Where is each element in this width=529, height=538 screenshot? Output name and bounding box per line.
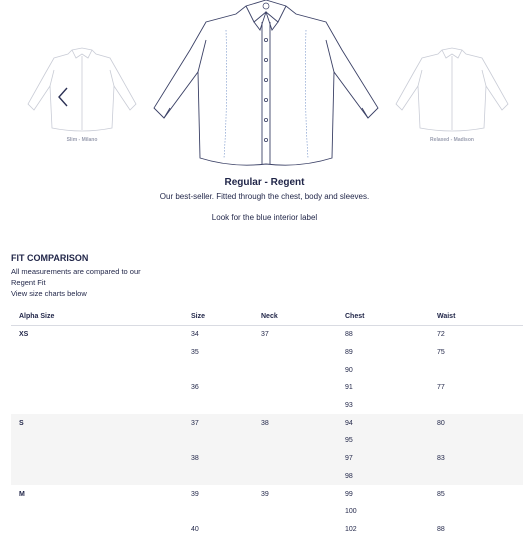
neck-cell xyxy=(253,397,337,415)
neck-cell xyxy=(253,432,337,450)
table-row xyxy=(11,379,523,397)
header-alpha-size: Alpha Size xyxy=(11,308,183,326)
table-row xyxy=(11,450,523,468)
chest-cell: 100 xyxy=(337,503,429,521)
chest-cell: 102 xyxy=(337,521,429,538)
table-row xyxy=(11,521,523,538)
header-size: Size xyxy=(183,308,253,326)
alpha-size-cell xyxy=(11,503,183,521)
table-body xyxy=(11,326,523,538)
table-row xyxy=(11,485,523,503)
size-cell: 38 xyxy=(183,450,253,468)
waist-cell: 83 xyxy=(429,450,523,468)
table-row xyxy=(11,344,523,362)
chest-cell: 91 xyxy=(337,379,429,397)
neck-cell xyxy=(253,344,337,362)
slim-fit-caption: Slim - Milano xyxy=(37,137,127,143)
alpha-size-cell xyxy=(11,344,183,362)
waist-cell xyxy=(429,397,523,415)
table-row xyxy=(11,432,523,450)
neck-cell: 39 xyxy=(253,485,337,503)
comparison-note: View size charts below xyxy=(11,288,87,299)
fit-title: Regular - Regent xyxy=(0,177,529,188)
neck-cell xyxy=(253,361,337,379)
fit-carousel xyxy=(0,0,529,172)
waist-cell xyxy=(429,432,523,450)
fit-description: Our best-seller. Fitted through the chest, body and sleeves. xyxy=(0,192,529,201)
size-cell xyxy=(183,468,253,486)
carousel-prev-arrow[interactable] xyxy=(56,86,70,108)
alpha-size-cell: XS xyxy=(11,326,183,344)
relaxed-shirt-illustration[interactable] xyxy=(394,46,510,132)
table-header-row xyxy=(11,308,523,326)
alpha-size-cell xyxy=(11,397,183,415)
chest-cell: 88 xyxy=(337,326,429,344)
alpha-size-cell xyxy=(11,450,183,468)
size-cell xyxy=(183,397,253,415)
waist-cell: 85 xyxy=(429,485,523,503)
comparison-note: Regent Fit xyxy=(11,277,46,288)
header-chest: Chest xyxy=(337,308,429,326)
slim-shirt-illustration[interactable] xyxy=(24,46,140,132)
alpha-size-cell xyxy=(11,361,183,379)
waist-cell xyxy=(429,468,523,486)
table-row xyxy=(11,397,523,415)
size-cell: 35 xyxy=(183,344,253,362)
label-note: Look for the blue interior label xyxy=(0,213,529,222)
size-cell xyxy=(183,361,253,379)
chest-cell: 94 xyxy=(337,414,429,432)
chest-cell: 95 xyxy=(337,432,429,450)
chest-cell: 90 xyxy=(337,361,429,379)
neck-cell: 38 xyxy=(253,414,337,432)
regular-shirt-illustration xyxy=(150,0,382,170)
chevron-left-icon xyxy=(56,86,70,108)
size-cell: 34 xyxy=(183,326,253,344)
size-cell: 36 xyxy=(183,379,253,397)
waist-cell: 72 xyxy=(429,326,523,344)
alpha-size-cell: M xyxy=(11,485,183,503)
comparison-note: All measurements are compared to our xyxy=(11,266,141,277)
table-row xyxy=(11,361,523,379)
neck-cell: 37 xyxy=(253,326,337,344)
comparison-title: FIT COMPARISON xyxy=(11,253,88,263)
waist-cell: 75 xyxy=(429,344,523,362)
chest-cell: 89 xyxy=(337,344,429,362)
neck-cell xyxy=(253,379,337,397)
chest-cell: 98 xyxy=(337,468,429,486)
chest-cell: 97 xyxy=(337,450,429,468)
waist-cell: 80 xyxy=(429,414,523,432)
waist-cell: 77 xyxy=(429,379,523,397)
chest-cell: 93 xyxy=(337,397,429,415)
size-comparison-table xyxy=(11,308,523,538)
alpha-size-cell xyxy=(11,432,183,450)
alpha-size-cell xyxy=(11,521,183,538)
size-cell: 40 xyxy=(183,521,253,538)
neck-cell xyxy=(253,450,337,468)
size-cell xyxy=(183,432,253,450)
table-row xyxy=(11,468,523,486)
table-row xyxy=(11,414,523,432)
size-cell xyxy=(183,503,253,521)
chest-cell: 99 xyxy=(337,485,429,503)
waist-cell xyxy=(429,361,523,379)
alpha-size-cell xyxy=(11,468,183,486)
waist-cell: 88 xyxy=(429,521,523,538)
size-cell: 39 xyxy=(183,485,253,503)
alpha-size-cell xyxy=(11,379,183,397)
size-cell: 37 xyxy=(183,414,253,432)
neck-cell xyxy=(253,468,337,486)
header-waist: Waist xyxy=(429,308,523,326)
table-row xyxy=(11,503,523,521)
table-row xyxy=(11,326,523,344)
waist-cell xyxy=(429,503,523,521)
header-neck: Neck xyxy=(253,308,337,326)
neck-cell xyxy=(253,521,337,538)
relaxed-fit-caption: Relaxed - Madison xyxy=(407,137,497,143)
alpha-size-cell: S xyxy=(11,414,183,432)
neck-cell xyxy=(253,503,337,521)
